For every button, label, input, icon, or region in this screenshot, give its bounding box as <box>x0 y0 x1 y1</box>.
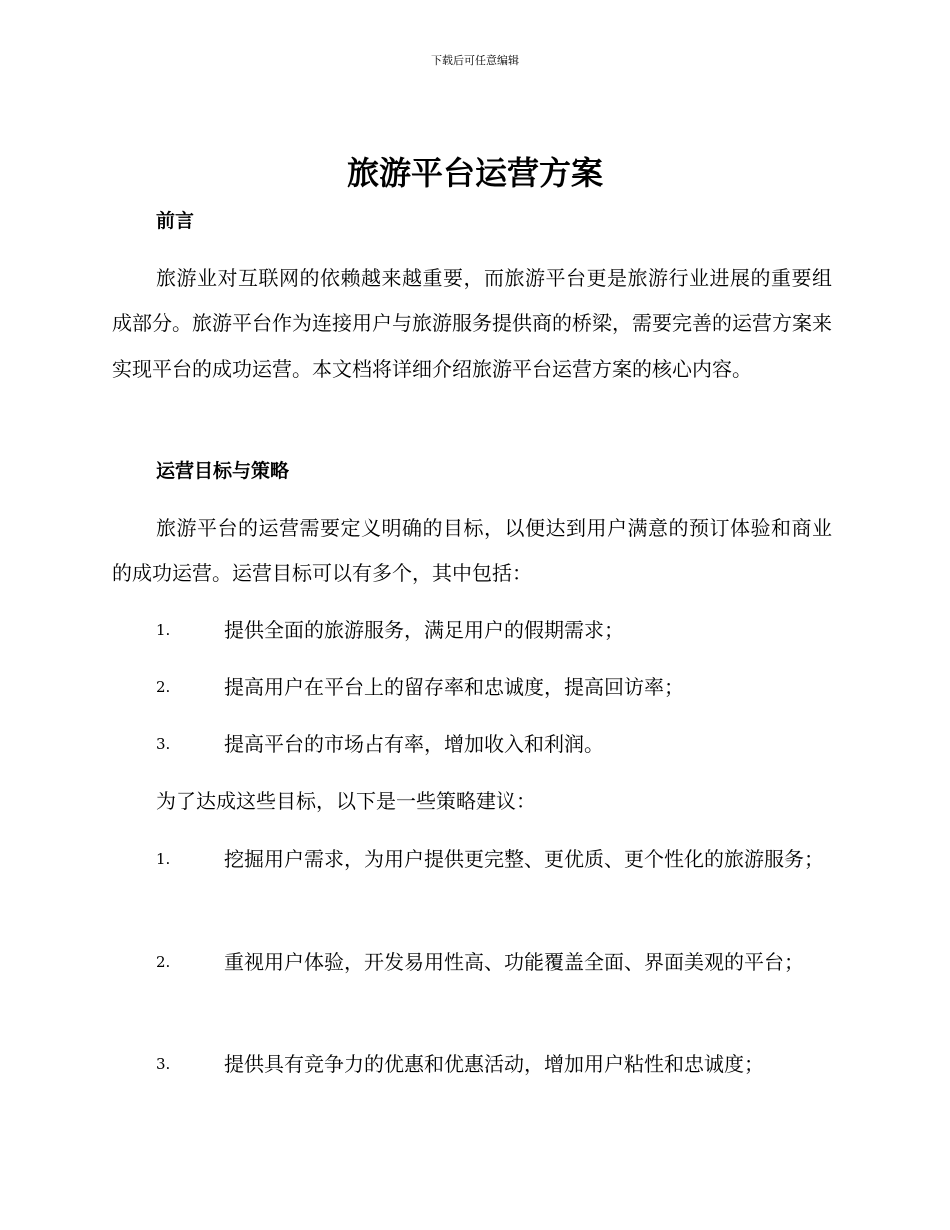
list-text: 提供全面的旅游服务，满足用户的假期需求； <box>224 618 624 642</box>
list-text: 重视用户体验，开发易用性高、功能覆盖全面、界面美观的平台； <box>224 950 804 974</box>
list-number: 1. <box>156 621 171 639</box>
preface-paragraph: 旅游业对互联网的依赖越来越重要，而旅游平台更是旅游行业进展的重要组成部分。旅游平台作为连接用户与旅游服务提供商的桥梁，需要完善的运营方案来实现平台的成功运营。本文档将详细介绍旅游平台运营方案的核心内容。 <box>112 266 832 381</box>
section-heading-goals-strategy: 运营目标与策略 <box>156 460 290 482</box>
list-text: 提供具有竞争力的优惠和优惠活动，增加用户粘性和忠诚度； <box>224 1052 764 1076</box>
list-text: 挖掘用户需求，为用户提供更完整、更优质、更个性化的旅游服务； <box>224 847 824 871</box>
strategy-list-item <box>112 1042 832 1087</box>
list-number: 2. <box>156 953 171 971</box>
goal-list-item <box>112 665 832 710</box>
goal-list-item <box>112 722 832 767</box>
document-title: 旅游平台运营方案 <box>346 154 603 192</box>
list-number: 1. <box>156 850 171 868</box>
list-number: 2. <box>156 678 171 696</box>
list-text: 提高用户在平台上的留存率和忠诚度，提高回访率； <box>224 675 684 699</box>
page-header: 下载后可任意编辑 <box>431 54 519 67</box>
strategy-list-item <box>112 940 832 985</box>
strategy-intro-paragraph: 为了达成这些目标，以下是一些策略建议： <box>156 789 536 813</box>
goal-list-item <box>112 608 832 653</box>
goals-intro-paragraph: 旅游平台的运营需要定义明确的目标，以便达到用户满意的预订体验和商业的成功运营。运营目标可以有多个，其中包括： <box>112 516 832 586</box>
strategy-list-item <box>112 837 832 882</box>
section-heading-preface: 前言 <box>156 210 195 232</box>
list-number: 3. <box>156 735 171 753</box>
list-text: 提高平台的市场占有率，增加收入和利润。 <box>224 732 604 756</box>
list-number: 3. <box>156 1055 171 1073</box>
